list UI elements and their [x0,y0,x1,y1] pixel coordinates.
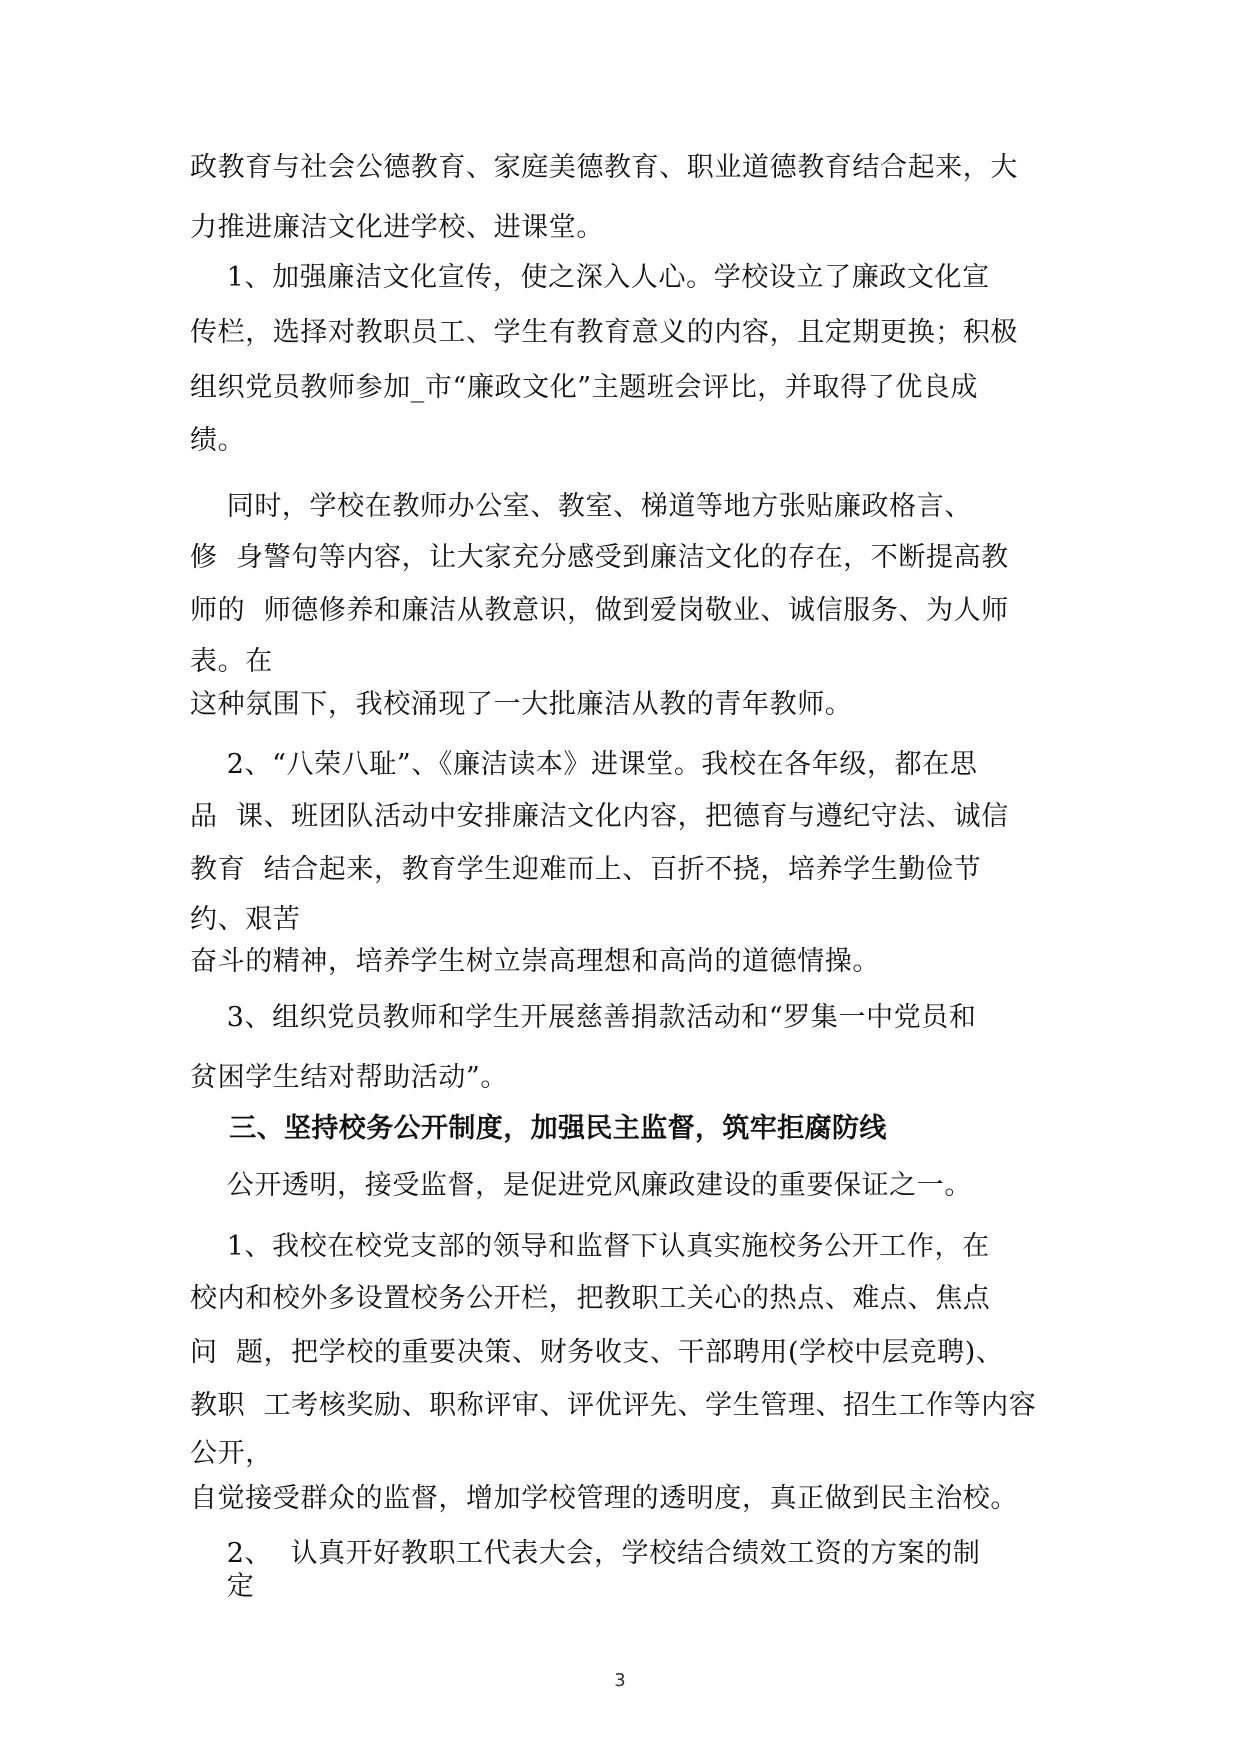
text-line: 公开， [190,1438,273,1469]
text-line: 教育 结合起来，教育学生迎难而上、百折不挠，培养学生勤俭节 [190,854,982,885]
text-line: 表。在 [190,646,273,677]
text-line: 公开透明，接受监督，是促进党风廉政建设的重要保证之一。 [190,1170,972,1201]
text-line: 1、加强廉洁文化宣传，使之深入人心。学校设立了廉政文化宣 [190,262,990,293]
page-number: 3 [614,1670,626,1691]
section-heading: 三、坚持校务公开制度，加强民主监督，筑牢拒腐防线 [190,1113,887,1144]
text-line: 2、“八荣八耻”、《廉洁读本》进课堂。我校在各年级，都在思 [190,749,978,780]
text-line: 师的 师德修养和廉洁从教意识，做到爱岗敬业、诚信服务、为人师 [190,595,1009,626]
text-line: 贫困学生结对帮助活动”。 [190,1062,509,1093]
text-line: 2、 认真开好教职工代表大会，学校结合绩效工资的方案的制 [190,1538,981,1569]
text-line: 1、我校在校党支部的领导和监督下认真实施校务公开工作，在 [190,1231,990,1262]
text-line: 定 [190,1571,255,1602]
text-line: 组织党员教师参加_市“廉政文化”主题班会评比，并取得了优良成 [190,372,979,403]
text-line: 3、组织党员教师和学生开展慈善捐款活动和“罗集一中党员和 [190,1002,977,1033]
text-line: 约、艰苦 [190,904,301,935]
text-line: 品 课、班团队活动中安排廉洁文化内容，把德育与遵纪守法、诚信 [190,801,1009,832]
text-line: 力推进廉洁文化进学校、进课堂。 [190,212,604,243]
text-line: 校内和校外多设置校务公开栏，把教职工关心的热点、难点、焦点 [190,1283,991,1314]
text-line: 教职 工考核奖励、职称评审、评优评先、学生管理、招生工作等内容 [190,1390,1037,1421]
text-line: 自觉接受群众的监督，增加学校管理的透明度，真正做到民主治校。 [190,1483,1018,1514]
text-line: 政教育与社会公德教育、家庭美德教育、职业道德教育结合起来，大 [190,152,1018,183]
text-line: 奋斗的精神，培养学生树立崇高理想和高尚的道德情操。 [190,946,880,977]
text-line: 这种氛围下，我校涌现了一大批廉洁从教的青年教师。 [190,689,853,720]
text-line: 传栏，选择对教职员工、学生有教育意义的内容，且定期更换；积极 [190,317,1018,348]
text-line: 修 身警句等内容，让大家充分感受到廉洁文化的存在，不断提高教 [190,542,1009,573]
text-line: 绩。 [190,425,246,456]
text-line: 问 题，把学校的重要决策、财务收支、干部聘用(学校中层竞聘)、 [190,1337,1004,1368]
text-line: 同时，学校在教师办公室、教室、梯道等地方张贴廉政格言、 [190,491,972,522]
